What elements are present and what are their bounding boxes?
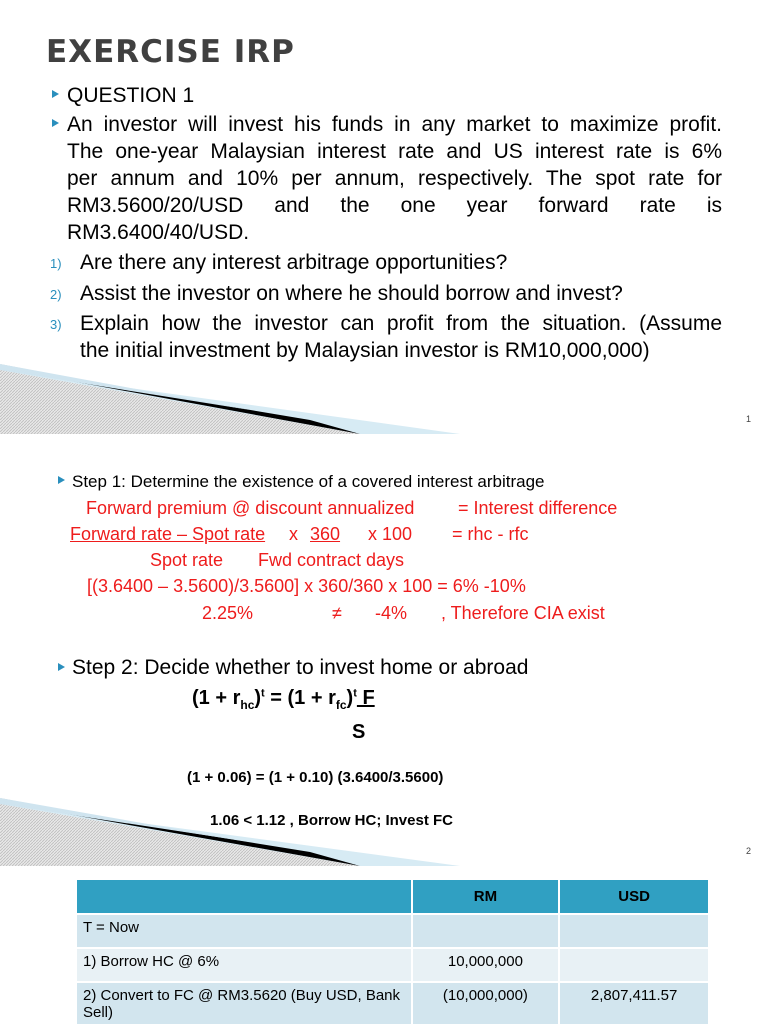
- formula-text: -4%: [375, 603, 408, 623]
- equation-2: 1.06 < 1.12 , Borrow HC; Invest FC: [210, 812, 453, 829]
- table-cell: 2,807,411.57: [559, 982, 709, 1024]
- list-item: Are there any interest arbitrage opportunities?: [80, 251, 508, 274]
- list-item: Assist the investor on where he should borrow and invest?: [80, 282, 623, 305]
- table-cell: (10,000,000): [412, 982, 560, 1024]
- list-number: 3): [50, 317, 62, 332]
- formula-text: = Interest difference: [458, 498, 618, 518]
- formula-text: Forward rate – Spot rate: [70, 524, 266, 544]
- table-cell: 2) Convert to FC @ RM3.5620 (Buy USD, Bank Sell): [76, 982, 412, 1024]
- slide-swoosh-decoration: [0, 794, 768, 866]
- table-cell: [559, 948, 709, 982]
- irp-formula: $(1 + r_{hc})^t = (1 + r_{fc})^t$ F: [192, 687, 375, 712]
- equation-1: (1 + 0.06) = (1 + 0.10) (3.6400/3.5600): [187, 769, 444, 786]
- table-cell: 10,000,000: [412, 948, 560, 982]
- body-line: per annum and 10% per annum, respectively. The spot rate for: [67, 167, 722, 190]
- formula-text: x: [289, 524, 298, 544]
- table-header: RM: [412, 879, 560, 914]
- slide-swoosh-decoration: [0, 360, 768, 434]
- slide-3: [0, 866, 768, 1024]
- formula-text: 360: [310, 524, 341, 544]
- table-row: [76, 982, 709, 1024]
- table-cell: T = Now: [76, 914, 412, 948]
- formula-text: [(3.6400 – 3.5600)/3.5600] x 360/360 x 100 = 6% -10%: [87, 576, 526, 596]
- list-item: the initial investment by Malaysian investor is RM10,000,000): [80, 339, 650, 362]
- formula-text: 2.25%: [202, 603, 254, 623]
- formula-text: ≠: [332, 603, 342, 623]
- formula-text: Forward premium @ discount annualized: [86, 498, 415, 518]
- bullet-icon: [58, 663, 65, 671]
- table-header-row: [76, 879, 709, 914]
- list-item: Explain how the investor can profit from the situation. (Assume: [80, 312, 722, 335]
- slide-title: EXERCISE IRP: [46, 34, 295, 70]
- slide-2: [0, 434, 768, 866]
- formula-text: x 100: [368, 524, 413, 544]
- step-2-heading: Step 2: Decide whether to invest home or abroad: [72, 656, 529, 679]
- table-header: USD: [559, 879, 709, 914]
- table-row: [76, 914, 709, 948]
- table-cell: 1) Borrow HC @ 6%: [76, 948, 412, 982]
- bullet-icon: [52, 119, 59, 127]
- bullet-icon: [58, 476, 65, 484]
- formula-text: Fwd contract days: [258, 550, 405, 570]
- formula-text: = rhc - rfc: [452, 524, 529, 544]
- cash-flow-table: [75, 878, 710, 1024]
- table-cell: [559, 914, 709, 948]
- formula-text: Spot rate: [150, 550, 224, 570]
- step-1-heading: Step 1: Determine the existence of a covered interest arbitrage: [72, 472, 545, 491]
- page-number: 2: [746, 846, 752, 856]
- question-label: QUESTION 1: [67, 84, 195, 107]
- table-header: [76, 879, 412, 914]
- table-row: [76, 948, 709, 982]
- list-number: 1): [50, 256, 62, 271]
- body-line: RM3.6400/40/USD.: [67, 221, 250, 244]
- bullet-icon: [52, 90, 59, 98]
- page-number: 1: [746, 414, 752, 424]
- slide-1: [0, 0, 768, 434]
- body-line: The one-year Malaysian interest rate and US interest rate is 6%: [67, 140, 722, 163]
- formula-denominator: S: [352, 721, 366, 743]
- table-cell: [412, 914, 560, 948]
- list-number: 2): [50, 287, 62, 302]
- body-line: An investor will invest his funds in any market to maximize profit.: [67, 113, 722, 136]
- formula-text: , Therefore CIA exist: [441, 603, 605, 623]
- body-line: RM3.5600/20/USD and the one year forward rate is: [67, 194, 722, 217]
